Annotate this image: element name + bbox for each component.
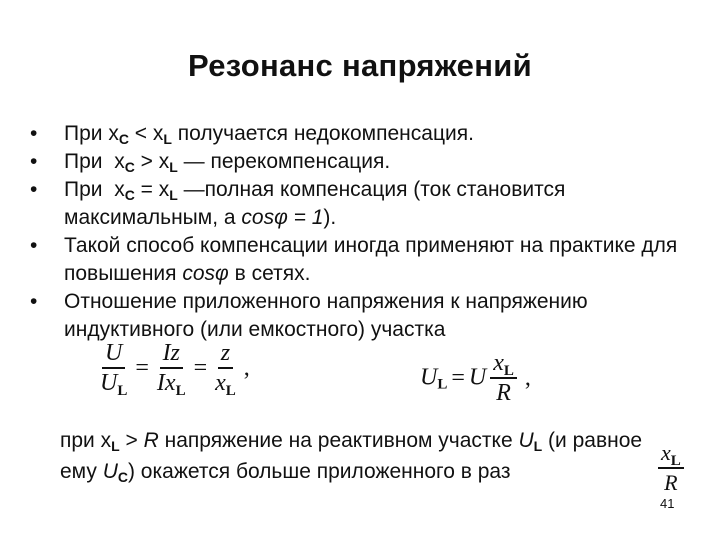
var-x: x [158,178,170,201]
numerator: U [102,340,125,369]
text: ) окажется больше приложенного в раз [127,460,511,483]
text: > [134,150,159,173]
var-u: U [518,429,534,452]
var-x: x [114,178,125,201]
numerator [658,440,684,469]
text: Отношение приложенного напряжения к напряжению индуктивного (или емкостного) участка [64,290,588,341]
text: — перекомпенсация. [177,150,391,173]
text: При [64,150,115,173]
fraction [156,340,186,399]
subscript: L [169,187,178,203]
text: в сетях. [228,262,311,285]
conclusion-text [60,425,650,487]
bullet-item [30,120,690,148]
var-x: x [108,122,119,145]
var-x: x [152,122,164,145]
symbol: x [661,440,671,465]
denominator: R [496,380,511,406]
subscript: L [533,438,543,454]
symbol: U [100,370,118,396]
var-u: U [102,460,118,483]
subscript: L [163,131,172,147]
subscript: C [124,187,135,203]
bullet-symbol: • [30,178,38,201]
equals-sign: = [135,354,149,381]
equals-sign: = [193,354,208,381]
page-number: 41 [660,496,675,511]
bullet-symbol: • [30,150,38,173]
text: напряжение на реактивном участке [158,429,519,452]
cos-phi-expression: cosφ = 1 [241,206,324,229]
text: ). [323,206,337,229]
bullet-item [30,288,690,344]
symbol: x [493,350,504,376]
text: При [64,122,109,145]
subscript: L [670,453,681,469]
text: при [60,429,101,452]
subscript: C [124,159,135,175]
fraction [100,340,128,399]
numerator [490,350,517,379]
var-r: R [143,429,159,452]
text: = [134,178,159,201]
text: Такой способ компенсации иногда применяют на практике для повышения [64,234,678,285]
symbol: Ix [156,370,176,396]
fraction [490,350,517,406]
subscript: C [117,469,128,485]
bullet-item [30,232,690,288]
slide-title: Резонанс напряжений [188,48,532,83]
text: —полная компенсация (ток становится максимальным, а [64,178,566,229]
fraction [215,340,236,399]
var-x: x [114,150,125,173]
denominator [215,369,236,399]
subscript: L [437,376,448,393]
bullet-symbol: • [30,234,38,257]
symbol: x [215,370,226,396]
denominator: R [664,470,678,495]
subscript: L [117,383,128,399]
denominator [156,369,186,399]
subscript: L [225,383,236,399]
subscript: C [118,131,129,147]
formula-voltage-ratio [96,340,254,399]
comma: , [524,364,531,391]
text: > [119,429,144,452]
subscript: L [175,383,186,399]
subscript: L [503,363,514,379]
formula-ratio-xl-r [654,440,688,496]
bullet-symbol: • [30,122,38,145]
bullet-list [30,120,690,344]
symbol: U [468,364,487,391]
text: (и равное ему [60,429,643,483]
numerator: z [218,340,233,369]
cos-phi-expression: cosφ [182,262,229,285]
comma: , [243,354,250,381]
denominator [100,369,128,399]
bullet-item [30,148,690,176]
numerator: Iz [160,340,183,369]
bullet-symbol: • [30,290,38,313]
bullet-item [30,176,690,232]
var-x: x [100,429,112,452]
subscript: L [169,159,178,175]
subscript: L [111,438,120,454]
text: При [64,178,115,201]
text: < [128,122,153,145]
fraction [658,440,684,496]
symbol: U [420,364,438,391]
text: получается недокомпенсация. [171,122,474,145]
var-x: x [158,150,170,173]
formula-inductor-voltage [420,350,535,406]
equals-sign: = [451,364,465,391]
